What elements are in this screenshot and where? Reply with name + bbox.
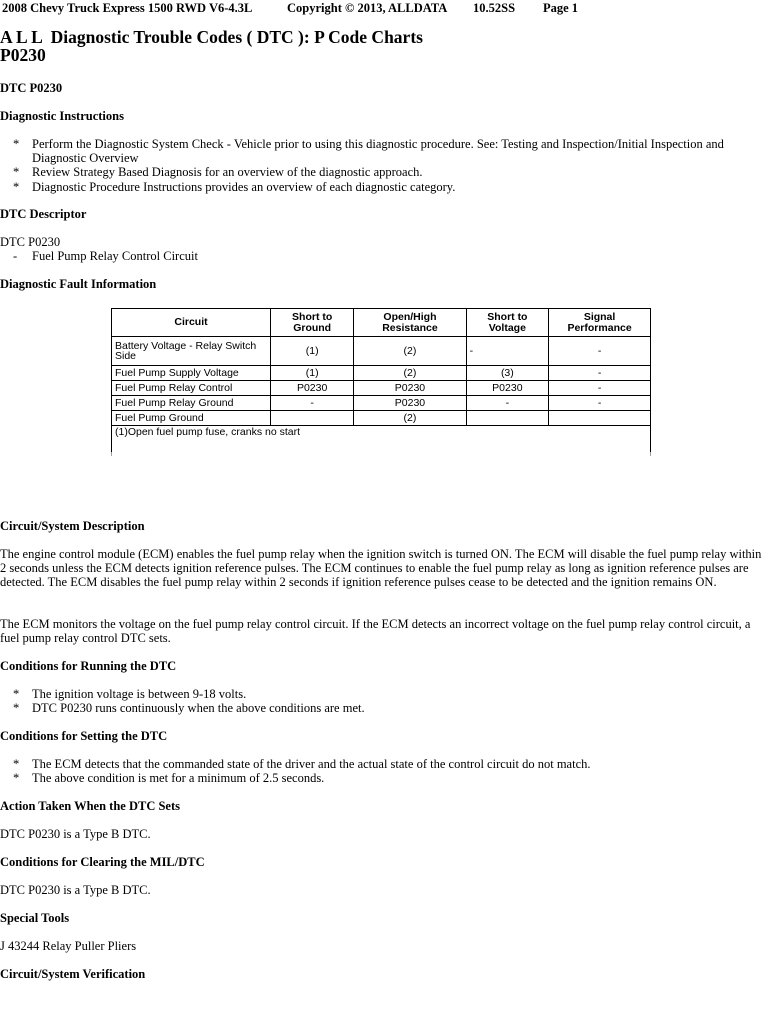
- fault-info-heading: Diagnostic Fault Information: [0, 277, 157, 291]
- verification-heading: Circuit/System Verification: [0, 967, 146, 981]
- page-number: Page 1: [543, 1, 579, 15]
- fault-table: [111, 308, 651, 456]
- descriptor-item: - Fuel Pump Relay Control Circuit: [13, 249, 198, 263]
- list-item: * The ECM detects that the commanded state of the driver and the actual state of the control circuit do not match.: [13, 757, 591, 771]
- running-conditions-heading: Conditions for Running the DTC: [0, 659, 177, 673]
- title-line-2: P0230: [0, 45, 46, 65]
- descriptor-code: DTC P0230: [0, 235, 61, 249]
- list-item: * Perform the Diagnostic System Check - Vehicle prior to using this diagnostic procedure. See: Testing and Inspection/Initial Inspection and Diagnostic Overview: [13, 137, 724, 166]
- page-title: [0, 28, 423, 64]
- diagnostic-instructions-heading: Diagnostic Instructions: [0, 109, 124, 123]
- column-header: Signal Performance: [549, 309, 651, 337]
- list-item: * The above condition is met for a minimum of 2.5 seconds.: [13, 771, 325, 786]
- list-item: * The ignition voltage is between 9-18 volts.: [13, 687, 247, 701]
- action-taken-heading: Action Taken When the DTC Sets: [0, 799, 181, 813]
- special-tools-text: J 43244 Relay Puller Pliers: [0, 939, 137, 953]
- table-fade: [111, 452, 663, 482]
- table-row: Fuel Pump Relay Control P0230 P0230 P0230 -: [112, 381, 651, 396]
- table-row: Battery Voltage - Relay Switch Side (1) (2) - -: [112, 337, 651, 366]
- dtc-descriptor-heading: DTC Descriptor: [0, 207, 87, 221]
- circuit-description-heading: Circuit/System Description: [0, 519, 145, 533]
- table-row: Fuel Pump Relay Ground - P0230 - -: [112, 396, 651, 411]
- list-item: * Diagnostic Procedure Instructions provides an overview of each diagnostic category.: [13, 179, 456, 194]
- circuit-description-para-1: The engine control module (ECM) enables the fuel pump relay when the ignition switch is turned ON. The ECM will disable the fuel pump relay within 2 seconds unless the ECM detects ignition reference pulses. The ECM continues to enable the fuel pump relay as long as ignition reference pulses are detected. The ECM disables the fuel pump relay within 2 seconds if ignition reference pulses cease to be detected and the ignition remains ON.: [0, 547, 762, 590]
- column-header: Circuit: [112, 309, 271, 337]
- circuit-description-para-2: The ECM monitors the voltage on the fuel pump relay control circuit. If the ECM detects an incorrect voltage on the fuel pump relay control circuit, a fuel pump relay control DTC sets.: [0, 617, 751, 646]
- title-line-1: A L L Diagnostic Trouble Codes ( DTC ): P Code Charts: [0, 27, 423, 47]
- list-item: * Review Strategy Based Diagnosis for an overview of the diagnostic approach.: [13, 165, 423, 180]
- table-row: Fuel Pump Ground (2): [112, 411, 651, 426]
- table-note-row: (1)Open fuel pump fuse, cranks no start: [112, 426, 651, 457]
- running-conditions-list: [0, 687, 768, 715]
- fault-table-image: [111, 308, 651, 462]
- clearing-conditions-heading: Conditions for Clearing the MIL/DTC: [0, 855, 205, 869]
- setting-conditions-list: [0, 757, 768, 785]
- table-row: Fuel Pump Supply Voltage (1) (2) (3) -: [112, 366, 651, 381]
- list-item: * DTC P0230 runs continuously when the above conditions are met.: [13, 701, 365, 716]
- dtc-heading: DTC P0230: [0, 81, 63, 95]
- column-header: Open/High Resistance: [354, 309, 466, 337]
- version-label: 10.52SS: [473, 1, 516, 15]
- special-tools-heading: Special Tools: [0, 911, 70, 925]
- action-taken-text: DTC P0230 is a Type B DTC.: [0, 827, 151, 841]
- clearing-conditions-text: DTC P0230 is a Type B DTC.: [0, 883, 151, 897]
- setting-conditions-heading: Conditions for Setting the DTC: [0, 729, 168, 743]
- copyright-label: Copyright © 2013, ALLDATA: [287, 1, 448, 15]
- vehicle-label: 2008 Chevy Truck Express 1500 RWD V6-4.3L: [2, 1, 253, 15]
- diagnostic-instructions-list: [0, 137, 768, 194]
- column-header: Short to Ground: [271, 309, 354, 337]
- column-header: Short to Voltage: [466, 309, 549, 337]
